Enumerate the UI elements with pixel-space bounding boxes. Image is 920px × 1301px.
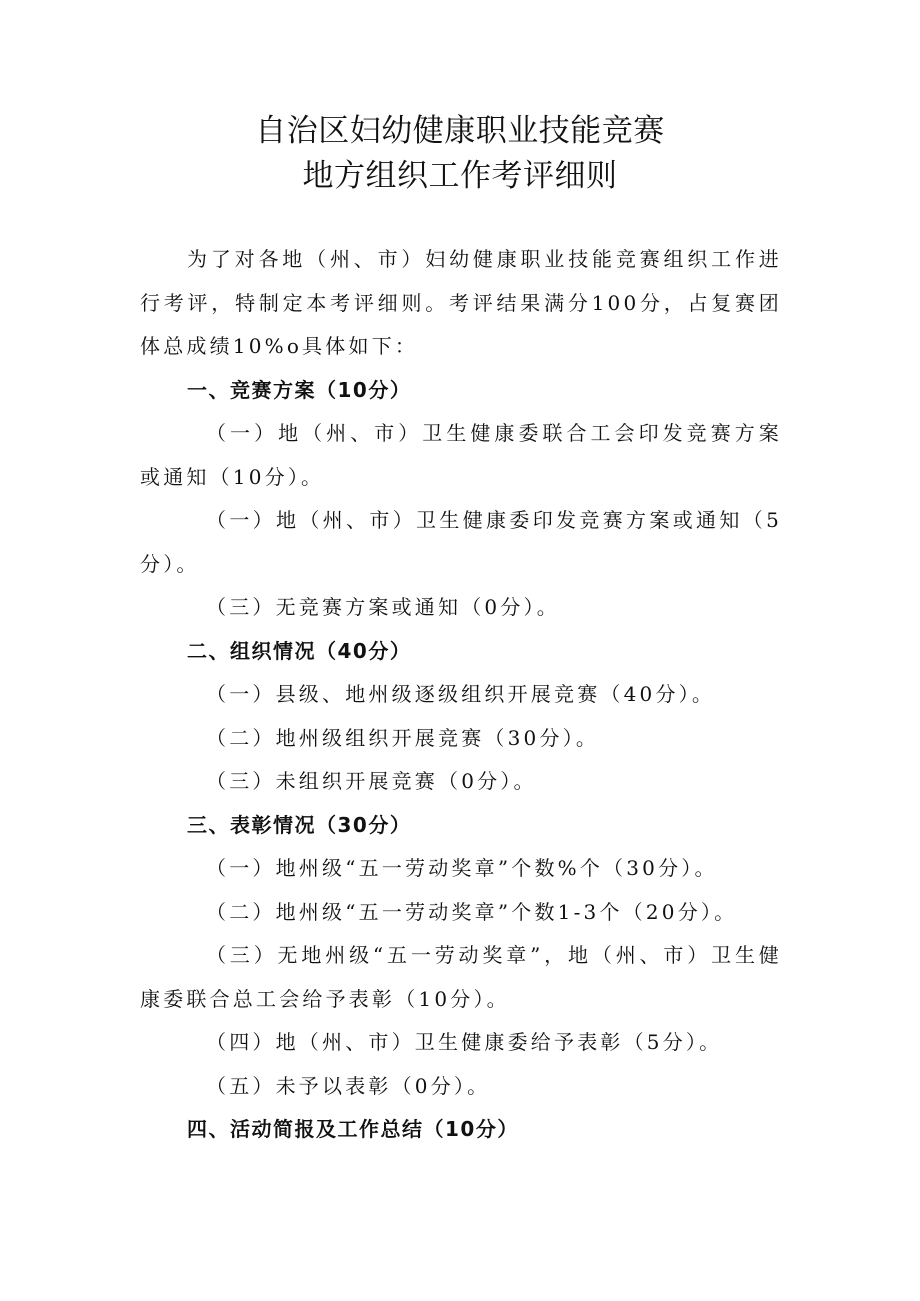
document-title-line-2: 地方组织工作考评细则 — [302, 158, 618, 194]
section-1-item-2: （一）地（州、市）卫生健康委印发竞赛方案或通知（5分）。 — [140, 508, 782, 576]
section-heading-4: 四、活动简报及工作总结（10分） — [187, 1117, 519, 1141]
section-3-item-5: （五）未予以表彰（0分）。 — [206, 1073, 491, 1098]
intro-paragraph: 为了对各地（州、市）妇幼健康职业技能竞赛组织工作进行考评，特制定本考评细则。考评结果满分100分，占复赛团体总成绩10%o具体如下： — [140, 247, 782, 358]
section-2-item-1: （一）县级、地州级逐级组织开展竞赛（40分）。 — [206, 682, 716, 706]
document-body — [140, 238, 782, 1152]
section-3-item-4: （四）地（州、市）卫生健康委给予表彰（5分）。 — [206, 1030, 723, 1054]
section-2-item-2: （二）地州级组织开展竞赛（30分）。 — [206, 725, 600, 750]
section-heading-3: 三、表彰情况（30分） — [187, 812, 412, 837]
section-3-item-1: （一）地州级“五一劳动奖章”个数%个（30分）。 — [206, 856, 718, 880]
section-heading-1: 一、竞赛方案（10分） — [187, 377, 412, 402]
section-heading-2: 二、组织情况（40分） — [187, 638, 412, 663]
document-title-line-1: 自治区妇幼健康职业技能竞赛 — [255, 113, 665, 149]
section-2-item-3: （三）未组织开展竞赛（0分）。 — [206, 769, 537, 793]
section-3-item-2: （二）地州级“五一劳动奖章”个数1-3个（20分）。 — [206, 899, 738, 924]
section-1-item-3: （三）无竞赛方案或通知（0分）。 — [206, 595, 560, 619]
section-3-item-3: （三）无地州级“五一劳动奖章”，地（州、市）卫生健康委联合总工会给予表彰（10分）。 — [140, 943, 782, 1011]
section-1-item-1: （一）地（州、市）卫生健康委联合工会印发竞赛方案或通知（10分）。 — [140, 421, 782, 489]
